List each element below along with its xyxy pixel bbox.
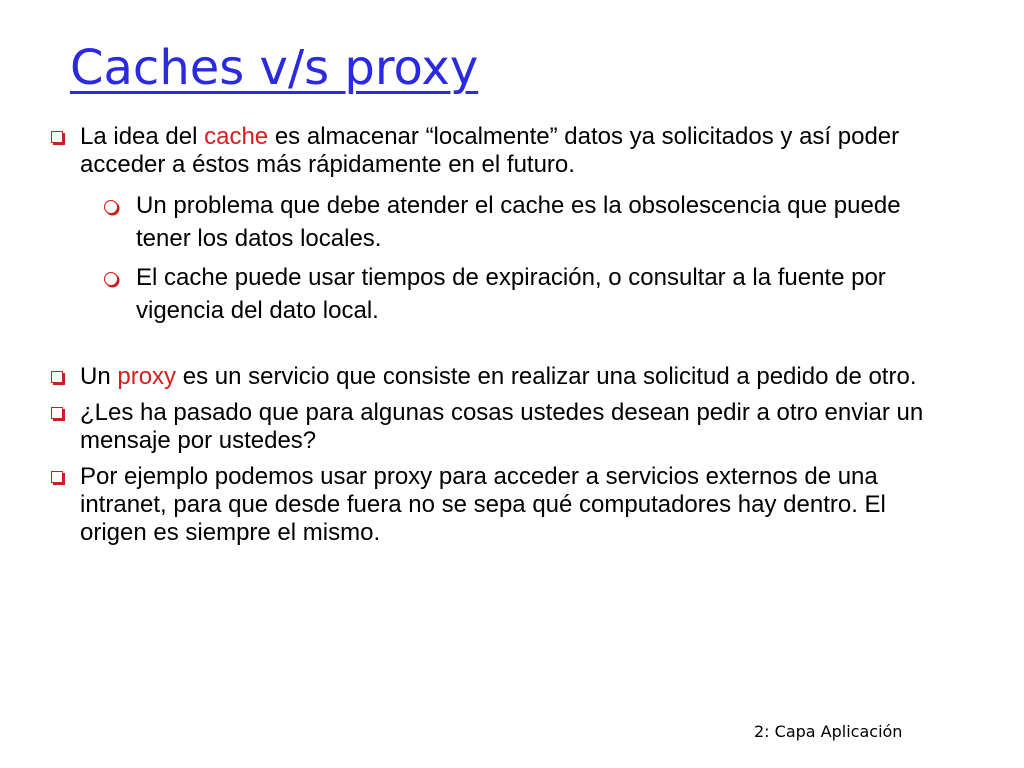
hollow-circle-bullet-icon [104,272,118,286]
bullet-text-post: es almacenar “localmente” datos ya solicitados y así poder acceder a éstos más rápidamente en el futuro. [80,123,900,178]
bullet-example [50,463,950,547]
subbullet-text: El cache puede usar tiempos de expiración, o consultar a la fuente por vigencia del dato local. [136,264,886,324]
bullet-proxy-definition [50,363,950,391]
bullet-text-pre: Un [80,363,118,390]
subbullet-expiration [50,261,950,327]
bullet-cache-definition [50,123,950,179]
bullet-text-pre: La idea del [80,123,205,150]
bullet-text-post: es un servicio que consiste en realizar una solicitud a pedido de otro. [176,363,917,390]
hollow-square-bullet-icon [51,131,63,143]
hollow-square-bullet-icon [51,407,63,419]
bullet-question [50,399,950,455]
bullet-text: ¿Les ha pasado que para algunas cosas ustedes desean pedir a otro enviar un mensaje por ustedes? [80,399,924,454]
slide-content [50,117,950,547]
slide-footer: 2: Capa Aplicación [754,722,903,741]
slide-title: Caches v/s proxy [70,40,479,96]
highlight-term-proxy: proxy [117,363,177,390]
highlight-term-cache: cache [204,123,269,150]
hollow-circle-bullet-icon [104,200,118,214]
hollow-square-bullet-icon [51,371,63,383]
subbullet-text: Un problema que debe atender el cache es la obsolescencia que puede tener los datos locales. [136,192,901,252]
hollow-square-bullet-icon [51,471,63,483]
subbullet-obsolescence [50,189,950,255]
bullet-text: Por ejemplo podemos usar proxy para acceder a servicios externos de una intranet, para que desde fuera no se sepa qué computadores hay dentro. El origen es siempre el mismo. [80,463,886,546]
